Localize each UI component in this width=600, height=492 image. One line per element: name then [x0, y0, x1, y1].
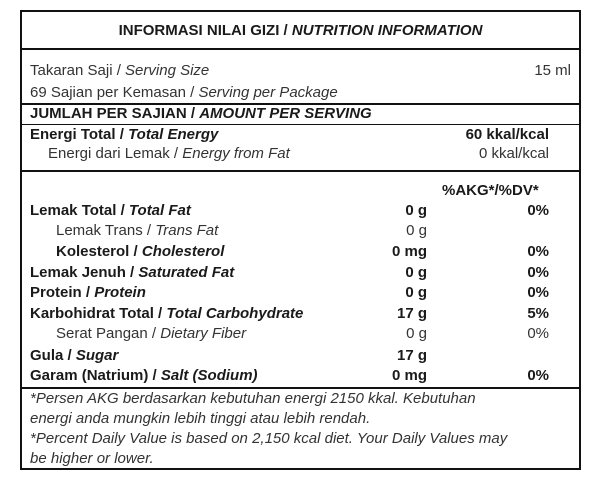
energy-total-en: Total Energy	[128, 126, 219, 143]
nutrient-name-en: Salt (Sodium)	[160, 367, 258, 384]
nutrient-name-id: Lemak Trans /	[56, 222, 156, 239]
nutrient-dv: 5%	[527, 305, 549, 322]
nutrient-amount: 0 mg	[391, 243, 427, 260]
nutrient-name-id: Lemak Jenuh /	[30, 264, 139, 281]
serving-size-en: Serving Size	[125, 62, 210, 79]
amount-heading-id: JUMLAH PER SAJIAN /	[30, 105, 200, 122]
nutrient-row-total-carbohydrate	[30, 305, 303, 323]
nutrient-amount: 17 g	[396, 305, 427, 322]
serving-size-label	[30, 62, 209, 80]
serving-size-id: Takaran Saji /	[30, 62, 126, 79]
nutrient-name-en: Trans Fat	[155, 222, 219, 239]
amount-per-serving-heading	[30, 105, 372, 123]
nutrient-dv: 0%	[527, 243, 549, 260]
dv-column-header: %AKG*/%DV*	[442, 182, 539, 199]
servings-per-package	[30, 84, 338, 102]
nutrient-name-id: Garam (Natrium) /	[30, 367, 161, 384]
footnote-akg-line1: *Persen AKG berdasarkan kebutuhan energi 2150 kkal. Kebutuhan	[30, 390, 476, 407]
nutrient-name-en: Saturated Fat	[138, 264, 235, 281]
divider	[22, 170, 579, 172]
nutrient-amount: 0 g	[406, 222, 427, 239]
energy-total-value: 60 kkal/kcal	[465, 126, 549, 143]
footnote-akg-line2: energi anda mungkin lebih tinggi atau lebih rendah.	[30, 410, 371, 427]
per-pack-en: Serving per Package	[198, 84, 338, 101]
amount-heading-en: AMOUNT PER SERVING	[199, 105, 372, 122]
nutrient-name-en: Dietary Fiber	[160, 325, 247, 342]
title-indonesian: INFORMASI NILAI GIZI /	[118, 22, 292, 39]
footnote-dv-line1: *Percent Daily Value is based on 2,150 kcal diet. Your Daily Values may	[30, 430, 508, 447]
nutrient-row-dietary-fiber	[56, 325, 246, 343]
title-english: NUTRITION INFORMATION	[291, 22, 483, 39]
nutrient-amount: 0 g	[406, 325, 427, 342]
divider	[22, 387, 579, 389]
nutrient-row-sugar	[30, 347, 118, 365]
nutrient-amount: 0 mg	[391, 367, 427, 384]
energy-total-label	[30, 126, 218, 144]
nutrient-name-en: Sugar	[75, 347, 119, 364]
nutrient-name-id: Gula /	[30, 347, 76, 364]
nutrient-dv: 0%	[527, 264, 549, 281]
footnote-dv-line2: be higher or lower.	[30, 450, 154, 467]
nutrient-amount: 0 g	[405, 284, 427, 301]
nutrient-amount: 17 g	[396, 347, 427, 364]
energy-from-fat-value: 0 kkal/kcal	[478, 145, 549, 162]
per-pack-id: 69 Sajian per Kemasan /	[30, 84, 199, 101]
nutrient-name-en: Total Fat	[128, 202, 191, 219]
nutrient-dv: 0%	[527, 284, 549, 301]
energy-fat-id: Energi dari Lemak /	[48, 145, 183, 162]
energy-total-id: Energi Total /	[30, 126, 129, 143]
nutrient-name-en: Cholesterol	[141, 243, 225, 260]
nutrient-amount: 0 g	[405, 264, 427, 281]
nutrient-dv: 0%	[527, 202, 549, 219]
nutrient-row-total-fat	[30, 202, 191, 220]
divider	[22, 124, 579, 125]
nutrient-name-id: Kolesterol /	[56, 243, 142, 260]
energy-fat-en: Energy from Fat	[182, 145, 290, 162]
nutrient-name-id: Lemak Total /	[30, 202, 129, 219]
nutrient-row-salt-sodium	[30, 367, 258, 385]
nutrition-facts-panel	[20, 10, 581, 470]
nutrient-name-id: Serat Pangan /	[56, 325, 161, 342]
nutrient-name-en: Total Carbohydrate	[166, 305, 304, 322]
energy-from-fat-label	[48, 145, 290, 163]
nutrient-row-saturated-fat	[30, 264, 234, 282]
nutrient-row-protein	[30, 284, 146, 302]
nutrient-amount: 0 g	[405, 202, 427, 219]
nutrient-row-trans-fat	[56, 222, 218, 240]
nutrient-name-id: Karbohidrat Total /	[30, 305, 167, 322]
panel-title	[22, 22, 579, 40]
nutrient-name-en: Protein	[94, 284, 146, 301]
nutrient-dv: 0%	[527, 325, 549, 342]
nutrient-dv: 0%	[527, 367, 549, 384]
nutrient-row-cholesterol	[56, 243, 224, 261]
serving-size-value: 15 ml	[534, 62, 571, 79]
nutrient-name-id: Protein /	[30, 284, 95, 301]
divider	[22, 48, 579, 50]
